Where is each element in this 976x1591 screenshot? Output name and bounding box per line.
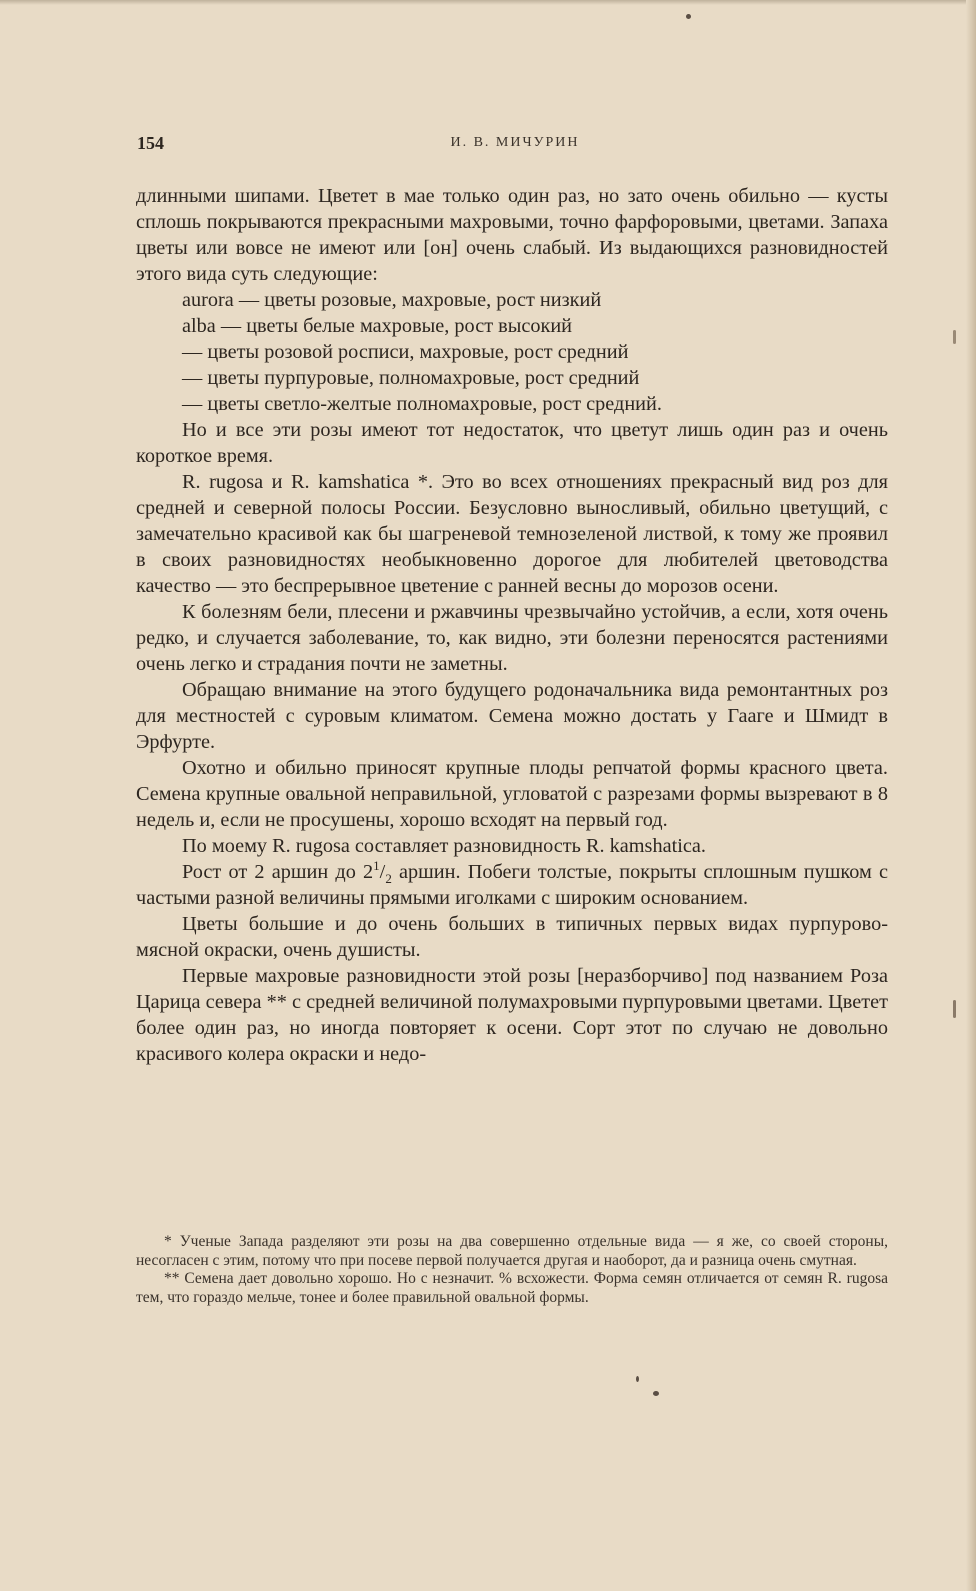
variety-list-item: alba — цветы белые махровые, рост высокий <box>182 315 573 337</box>
variety-list-item: — цветы розовой росписи, махровые, рост средний <box>182 341 629 363</box>
paragraph-10: Первые махровые разновидности этой розы [неразборчиво] под названием Роза Царица севера ** с средней величиной полумахровыми пурпуровыми цветами. Цветет более один раз, но иногда повторяет к осени. Сорт этот по случаю не довольно красивого колера окраски и недо- <box>136 965 888 1065</box>
footnotes <box>136 1233 888 1307</box>
paragraph-8-end: аршин. Побеги толстые, покрыты сплошным пушком с частыми разной величины прямыми иголками с широким основанием. <box>136 861 888 909</box>
fraction-slash: / <box>379 861 386 883</box>
body-text <box>136 183 888 1067</box>
scan-speck <box>953 1000 956 1018</box>
paragraph-6: Охотно и обильно приносят крупные плоды репчатой формы красного цвета. Семена крупные овальной неправильной, угловатой с разрезами формы вызревают в 8 недель и, если не просушены, хорошо всходят на первый год. <box>136 757 888 831</box>
variety-list-item: — цветы пурпуровые, полномахровые, рост средний <box>182 367 640 389</box>
footnote-2: ** Семена дает довольно хорошо. Но с незначит. % всхожести. Форма семян отличается от семян R. rugosa тем, что гораздо мельче, тонее и более правильной овальной формы. <box>136 1270 888 1306</box>
page-right-edge <box>966 0 976 1591</box>
footnote-1: * Ученые Запада разделяют эти розы на два совершенно отдельные вида — я же, со своей стороны, несогласен с этим, потому что при посеве первой получается другая и наоборот, да и разница очень смутная. <box>136 1233 888 1269</box>
variety-list-item: — цветы светло-желтые полномахровые, рост средний. <box>182 393 662 415</box>
scan-speck <box>686 14 691 19</box>
variety-list-item: aurora — цветы розовые, махровые, рост низкий <box>182 289 602 311</box>
scan-speck <box>653 1391 659 1396</box>
running-head: И. В. МИЧУРИН <box>450 135 580 150</box>
paragraph-5: Обращаю внимание на этого будущего родоначальника вида ремонтантных роз для местностей с суровым климатом. Семена можно достать у Гааге и Шмидт в Эрфурте. <box>136 679 888 753</box>
page-header <box>137 133 893 157</box>
fraction-denominator: 2 <box>385 871 392 887</box>
fraction-numerator: 1 <box>373 858 380 874</box>
paragraph-2: Но и все эти розы имеют тот недостаток, что цветут лишь один раз и очень короткое время. <box>136 419 888 467</box>
scan-speck <box>953 330 956 344</box>
paragraph-4: К болезням бели, плесени и ржавчины чрезвычайно устойчив, а если, хотя очень редко, и случается заболевание, то, как видно, эти болезни переносятся растениями очень легко и страдания почти не заметны. <box>136 601 888 675</box>
paragraph-8-start: Рост от 2 аршин до 2 <box>182 861 374 883</box>
paragraph-8 <box>136 859 888 911</box>
paragraph-3: R. rugosa и R. kamshatica *. Это во всех отношениях прекрасный вид роз для средней и северной полосы России. Безусловно выносливый, обильно цветущий, с замечательно красивой как бы шагреневой темнозеленой листвой, к тому же проявил в своих разновидностях необыкновенно дорогое для любителей цветоводства качество — это беспрерывное цветение с ранней весны до морозов осени. <box>136 471 888 597</box>
page-top-edge <box>0 0 976 5</box>
paragraph-1: длинными шипами. Цветет в мае только один раз, но зато очень обильно — кусты сплошь покрываются прекрасными махровыми, точно фарфоровыми, цветами. Запаха цветы или вовсе не имеют или [он] очень слабый. Из выдающихся разновидностей этого вида суть следующие: <box>136 185 888 285</box>
page-number: 154 <box>137 133 164 153</box>
paragraph-9: Цветы большие и до очень больших в типичных первых видах пурпурово-мясной окраски, очень душисты. <box>136 913 888 961</box>
scan-speck <box>636 1376 639 1382</box>
paragraph-7: По моему R. rugosa составляет разновидность R. kamshatica. <box>182 835 706 857</box>
